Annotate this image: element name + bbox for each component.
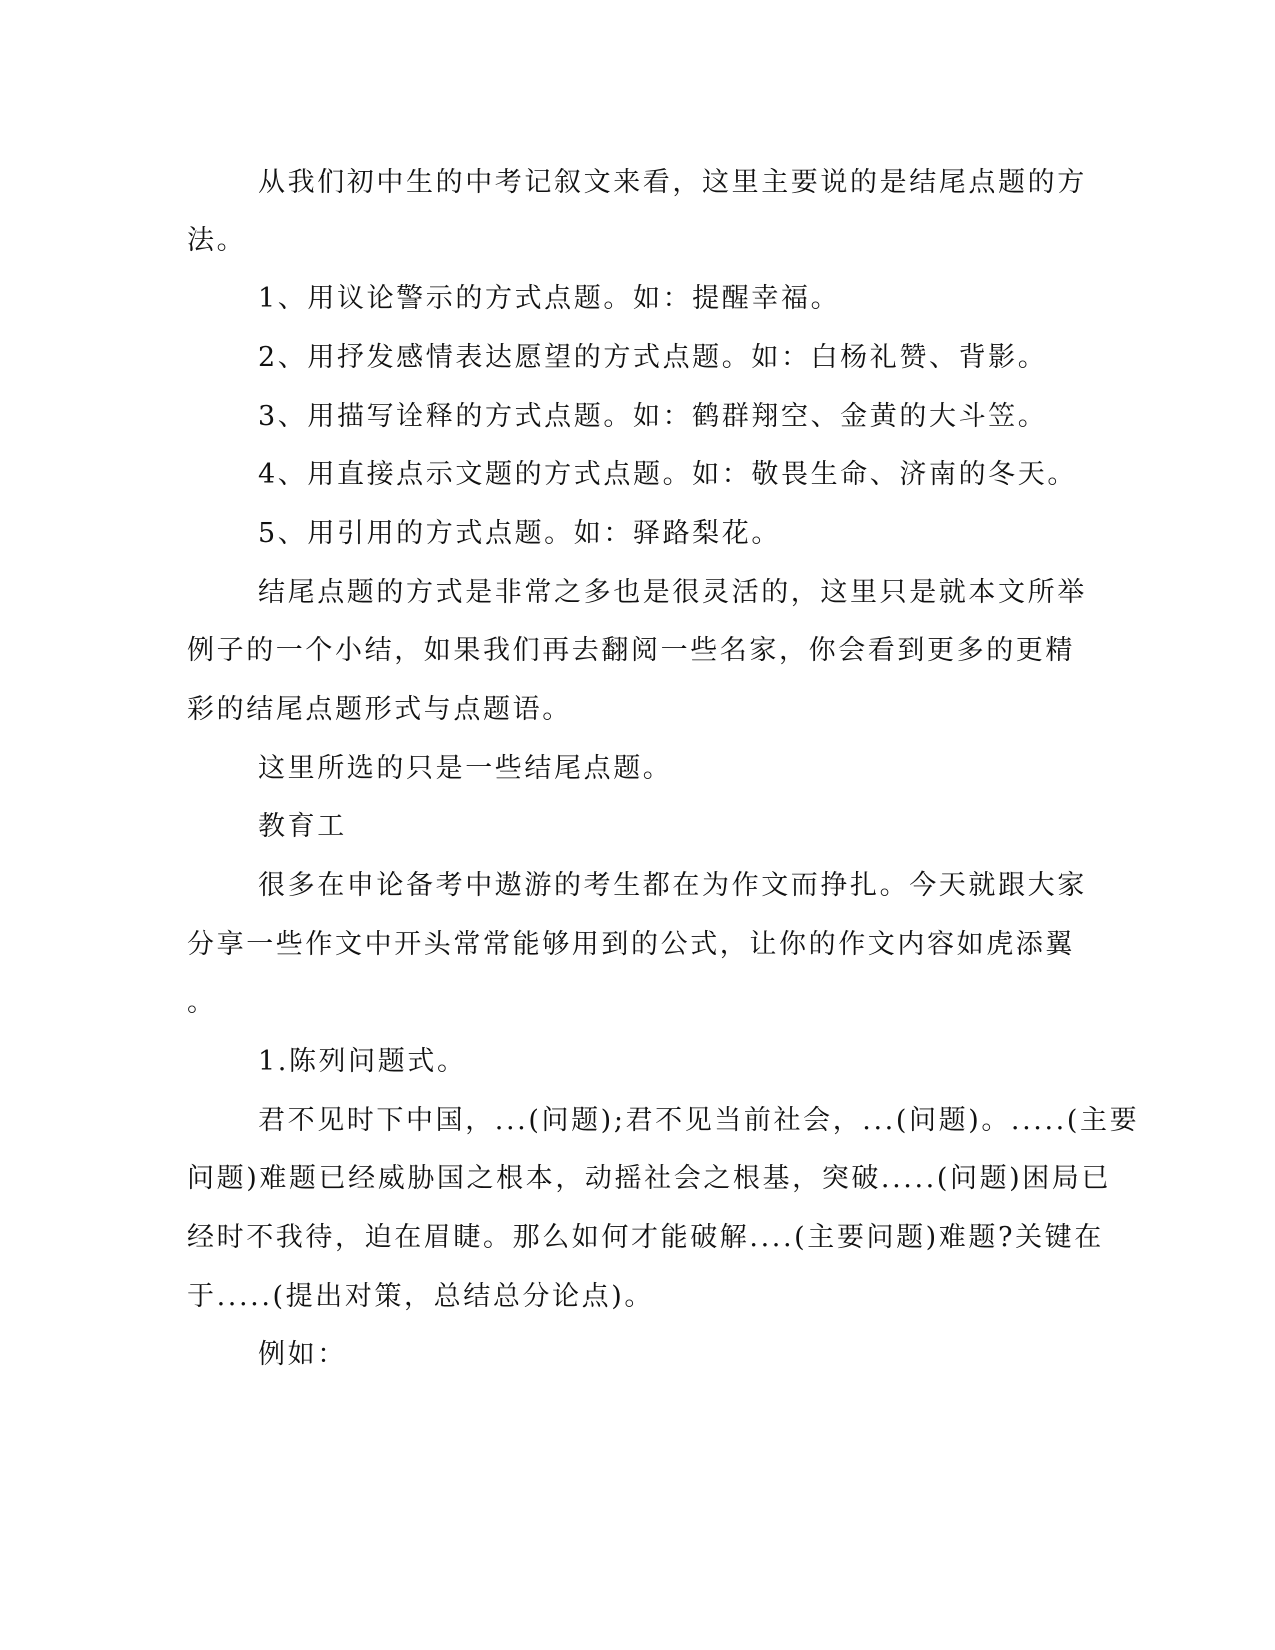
paragraph-line: 经时不我待，迫在眉睫。那么如何才能破解....(主要问题)难题?关键在 xyxy=(187,1222,1104,1253)
paragraph-line: 这里所选的只是一些结尾点题。 xyxy=(258,753,673,784)
list-item: 3、用描写诠释的方式点题。如：鹤群翔空、金黄的大斗笠。 xyxy=(258,401,1048,432)
paragraph-line: 很多在申论备考中遨游的考生都在为作文而挣扎。今天就跟大家 xyxy=(258,870,1087,901)
paragraph-line: 例如： xyxy=(258,1339,347,1370)
paragraph-line: 君不见时下中国，...(问题);君不见当前社会，...(问题)。.....(主要 xyxy=(258,1105,1140,1136)
list-item: 1、用议论警示的方式点题。如：提醒幸福。 xyxy=(258,283,841,314)
list-item: 4、用直接点示文题的方式点题。如：敬畏生命、济南的冬天。 xyxy=(258,459,1077,490)
paragraph-line: 问题)难题已经威胁国之根本，动摇社会之根基，突破.....(问题)困局已 xyxy=(187,1163,1112,1194)
list-item: 2、用抒发感情表达愿望的方式点题。如：白杨礼赞、背影。 xyxy=(258,342,1048,373)
paragraph-line: 法。 xyxy=(187,225,247,256)
paragraph-line: 例子的一个小结，如果我们再去翻阅一些名家，你会看到更多的更精 xyxy=(187,635,1075,666)
paragraph-line: 结尾点题的方式是非常之多也是很灵活的，这里只是就本文所举 xyxy=(258,577,1087,608)
paragraph-line: 分享一些作文中开头常常能够用到的公式，让你的作文内容如虎添翼 xyxy=(187,929,1075,960)
paragraph-line: 于.....(提出对策，总结总分论点)。 xyxy=(187,1281,654,1312)
paragraph-line: 教育工 xyxy=(258,811,347,842)
list-item: 5、用引用的方式点题。如：驿路梨花。 xyxy=(258,518,781,549)
section-heading: 1.陈列问题式。 xyxy=(258,1046,467,1077)
paragraph-line: 彩的结尾点题形式与点题语。 xyxy=(187,694,572,725)
paragraph-line: 从我们初中生的中考记叙文来看，这里主要说的是结尾点题的方 xyxy=(258,167,1087,198)
paragraph-line: 。 xyxy=(187,987,217,1018)
